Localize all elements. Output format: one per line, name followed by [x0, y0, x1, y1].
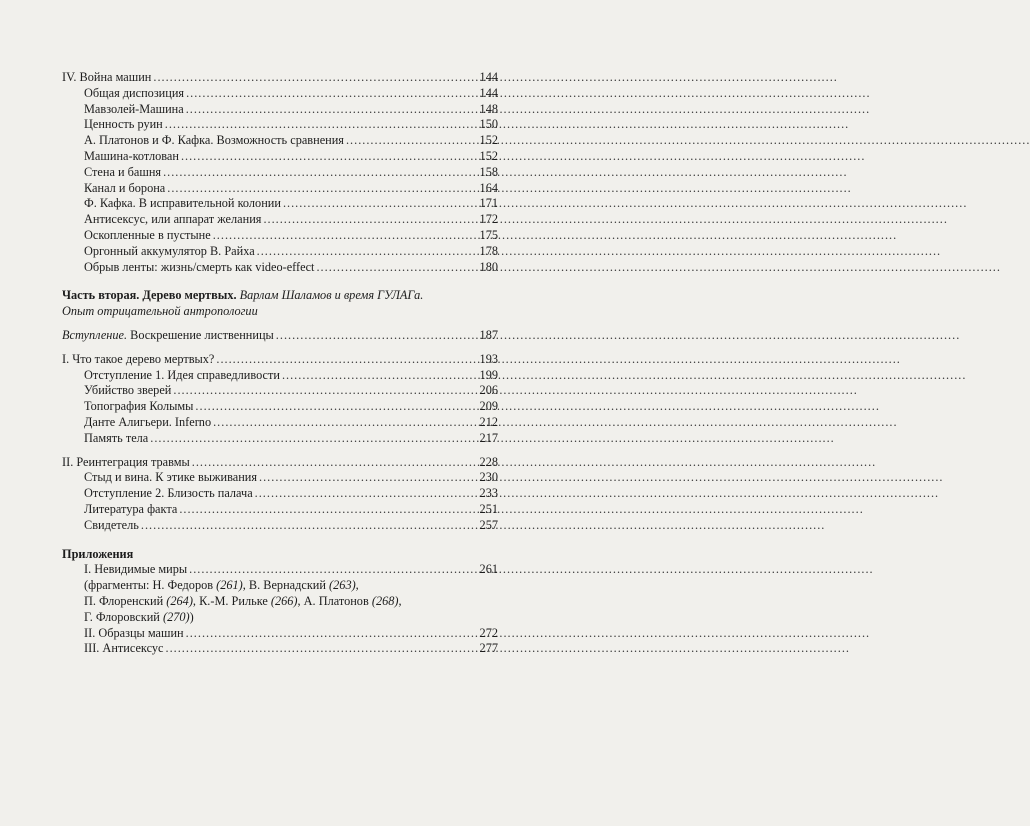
leader-dots: [346, 133, 478, 149]
toc-page-number: 217: [479, 430, 498, 445]
toc-page-number: 233: [479, 486, 498, 501]
toc-entry-title: Ценность руин: [84, 117, 163, 132]
toc-entry-title: I. Что такое дерево мертвых?: [62, 351, 215, 366]
toc-entry: [62, 149, 498, 165]
toc-part-2-heading: [62, 288, 498, 304]
toc-page-number: 206: [479, 383, 498, 398]
toc-section-1-items: [62, 368, 498, 447]
toc-entry: [62, 383, 498, 399]
toc-page-number: 150: [479, 117, 498, 132]
toc-page-number: 144: [479, 70, 498, 84]
leader-dots: [255, 486, 478, 502]
toc-page-number: 178: [479, 243, 498, 258]
leader-dots: [163, 165, 477, 181]
toc-entry-title: Мавзолей-Машина: [84, 101, 184, 116]
toc-entry-title: II. Реинтеграция травмы: [62, 454, 190, 469]
leader-dots: [186, 86, 477, 102]
toc-entry: [62, 368, 498, 384]
toc-entry-title: Общая диспозиция: [84, 85, 185, 100]
toc-appendix-item-1: [62, 562, 498, 578]
toc-page-number: 209: [479, 399, 498, 414]
toc-entry-title: Память тела: [84, 430, 149, 445]
toc-entry: [62, 486, 498, 502]
toc-entry-title: Стыд и вина. К этике выживания: [84, 470, 258, 485]
leader-dots: [186, 102, 478, 118]
toc-entry-title: Антисексус, или аппарат желания: [84, 212, 262, 227]
appendix-fragments-line-2: П. Флоренский (264), К.-М. Рильке (266), А. Платонов (268),: [84, 593, 402, 608]
leader-dots: [189, 562, 477, 578]
leader-dots: [141, 518, 478, 534]
toc-entry-title: Данте Алигьери. Inferno: [84, 414, 212, 429]
toc-entry: [62, 431, 498, 447]
toc-page-number: 180: [479, 259, 498, 274]
toc-page-number: 257: [479, 517, 498, 532]
toc-entry: [62, 470, 498, 486]
toc-entry: [62, 117, 498, 133]
toc-page-number: 172: [479, 212, 498, 227]
toc-entry: [62, 518, 498, 534]
appendix-fragments-line-1: (фрагменты: Н. Федоров (261), В. Вернадский (263),: [84, 578, 359, 593]
toc-entry-title: А. Платонов и Ф. Кафка. Возможность сравнения: [84, 133, 344, 148]
toc-entry-title: Оскопленные в пустыне: [84, 227, 211, 242]
toc-entry-title: Убийство зверей: [84, 383, 172, 398]
intro-label: Вступление.: [62, 327, 128, 342]
leader-dots: [195, 399, 477, 415]
table-of-contents: [62, 70, 498, 657]
toc-entry: [62, 102, 498, 118]
toc-page-number: 230: [479, 470, 498, 485]
intro-title: Воскрешение лиственницы: [130, 327, 274, 342]
toc-entry-title: Обрыв ленты: жизнь/смерть как video-effect: [84, 259, 315, 274]
toc-entry-title: Стена и башня: [84, 164, 162, 179]
leader-dots: [276, 328, 478, 344]
toc-appendix-item-2: [62, 626, 498, 642]
toc-page-number: 187: [479, 327, 498, 342]
toc-entry-title: II. Образцы машин: [84, 625, 184, 640]
toc-entry: [62, 228, 498, 244]
leader-dots: [186, 626, 478, 642]
leader-dots: [173, 383, 477, 399]
toc-entry-title: III. Антисексус: [84, 641, 164, 656]
toc-page-number: 228: [479, 454, 498, 469]
toc-appendix-heading: [62, 547, 498, 563]
leader-dots: [216, 352, 477, 368]
toc-entry: [62, 260, 498, 276]
part-subtitle-line2: Опыт отрицательной антропологии: [62, 304, 258, 319]
toc-section-2-items: [62, 470, 498, 533]
leader-dots: [257, 244, 478, 260]
toc-entry-title: Машина-котлован: [84, 148, 179, 163]
toc-entry: [62, 415, 498, 431]
toc-section-1: [62, 352, 498, 368]
toc-section-4-items: [62, 86, 498, 276]
toc-section-4: [62, 70, 498, 86]
toc-entry-title: Свидетель: [84, 517, 139, 532]
toc-page-number: 171: [479, 196, 498, 211]
toc-page-number: 277: [479, 641, 498, 656]
toc-page-number: 193: [479, 351, 498, 366]
toc-page-number: 152: [479, 133, 498, 148]
toc-page-number: 175: [479, 227, 498, 242]
toc-page-number: 144: [479, 85, 498, 100]
leader-dots: [165, 117, 478, 133]
toc-part-2-subtitle: [62, 304, 498, 320]
leader-dots: [150, 431, 477, 447]
toc-entry-title: Отступление 2. Близость палача: [84, 486, 253, 501]
toc-page-number: 148: [479, 101, 498, 116]
leader-dots: [259, 470, 478, 486]
leader-dots: [213, 228, 478, 244]
toc-entry: [62, 502, 498, 518]
leader-dots: [213, 415, 477, 431]
toc-page-number: 251: [479, 501, 498, 516]
leader-dots: [153, 70, 477, 86]
leader-dots: [263, 212, 477, 228]
toc-entry: [62, 86, 498, 102]
toc-page-number: 152: [479, 148, 498, 163]
leader-dots: [282, 368, 478, 384]
toc-page-number: 261: [479, 562, 498, 577]
toc-entry-title: Оргонный аккумулятор В. Райха: [84, 243, 255, 258]
leader-dots: [316, 260, 477, 276]
leader-dots: [167, 181, 477, 197]
leader-dots: [181, 149, 478, 165]
toc-entry-title: Литература факта: [84, 501, 178, 516]
toc-entry-title: Канал и борона: [84, 180, 166, 195]
toc-entry: [62, 133, 498, 149]
toc-entry: [62, 181, 498, 197]
leader-dots: [179, 502, 477, 518]
toc-entry: [62, 212, 498, 228]
toc-entry-title: Топография Колымы: [84, 399, 194, 414]
leader-dots: [192, 455, 478, 471]
toc-page-number: 164: [479, 180, 498, 195]
leader-dots: [166, 641, 478, 657]
toc-entry: [62, 165, 498, 181]
part-title: Часть вторая. Дерево мертвых.: [62, 288, 237, 303]
toc-intro: [62, 328, 498, 344]
toc-entry: [62, 196, 498, 212]
toc-page-number: 272: [479, 625, 498, 640]
toc-page-number: 158: [479, 164, 498, 179]
toc-entry: [62, 399, 498, 415]
toc-entry-title: IV. Война машин: [62, 70, 152, 84]
toc-entry-title: Отступление 1. Идея справедливости: [84, 367, 280, 382]
leader-dots: [283, 196, 478, 212]
toc-entry: [62, 244, 498, 260]
part-subtitle: Варлам Шаламов и время ГУЛАГа.: [239, 288, 424, 303]
appendix-fragments-line-3: Г. Флоровский (270)): [84, 609, 194, 624]
toc-entry-title: I. Невидимые миры: [84, 562, 188, 577]
appendix-title: Приложения: [62, 546, 134, 561]
toc-section-2: [62, 455, 498, 471]
toc-appendix-item-3: [62, 641, 498, 657]
toc-page-number: 212: [479, 414, 498, 429]
toc-entry-title: Ф. Кафка. В исправительной колонии: [84, 196, 281, 211]
toc-page-number: 199: [479, 367, 498, 382]
